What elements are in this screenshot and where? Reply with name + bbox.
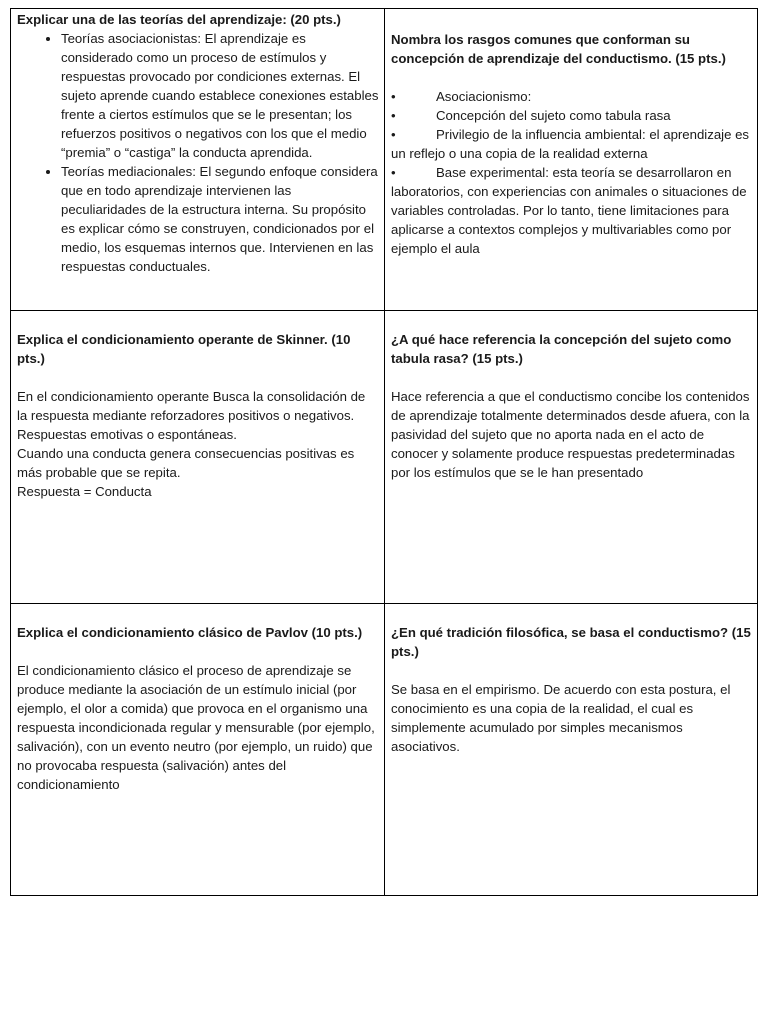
answer-text: Respuesta = Conducta — [17, 484, 152, 499]
question-text: ¿A qué hace referencia la concepción del sujeto como tabula rasa? (15 pts.) — [391, 332, 732, 366]
column-divider — [384, 9, 385, 895]
list-item-text: Concepción del sujeto como tabula rasa — [436, 108, 671, 123]
question-text: Explica el condicionamiento clásico de Pavlov (10 pts.) — [17, 625, 363, 640]
bullet-glyph: • — [391, 127, 396, 142]
list-item-text: Privilegio de la influencia ambiental: el aprendizaje es un reflejo o una copia de la realidad externa — [391, 127, 750, 161]
list-item — [391, 87, 753, 106]
cell-learning-theories — [17, 10, 379, 276]
cell-philosophy — [391, 623, 753, 756]
bullet-glyph: • — [391, 89, 396, 104]
bullet-list — [17, 29, 379, 276]
list-item-text: Asociacionismo: — [436, 89, 532, 104]
cell-behaviorism-traits — [391, 30, 753, 258]
bullet-glyph: • — [391, 165, 396, 180]
answer-text: Cuando una conducta genera consecuencias positivas es más probable que se repita. — [17, 446, 355, 480]
cell-tabula-rasa — [391, 330, 753, 482]
answer-text: Hace referencia a que el conductismo concibe los contenidos de aprendizaje totalmente determinados desde afuera, con la pasividad del sujeto que no aporta nada en el acto de conocer y solamente produce respuestas predeterminadas por los estímulos que se le han presentado — [391, 389, 750, 480]
row-divider — [11, 603, 757, 604]
cell-skinner — [17, 330, 377, 501]
list-item — [391, 125, 753, 163]
question-text: Explicar una de las teorías del aprendizaje: (20 pts.) — [17, 12, 341, 27]
answer-text: Se basa en el empirismo. De acuerdo con esta postura, el conocimiento es una copia de la realidad, el cual es simplemente acumulado por simples mecanismos asociativos. — [391, 682, 731, 754]
list-item: • Teorías mediacionales: El segundo enfoque considera que en todo aprendizaje intervienen las peculiaridades de la estructura interna. Su propósito es explicar cómo se construyen, condicionados por el medio, los esquemas internos que. Intervienen en las respuestas conductuales. — [61, 162, 379, 276]
list-item: • Teorías asociacionistas: El aprendizaje es considerado como un proceso de estímulos y respuestas provocado por condiciones externas. El sujeto aprende cuando establece conexiones estables frente a ciertos estímulos que se le presentan; los refuerzos positivos o negativos con los que el medio “premia” o “castiga” la conducta aprendida. — [61, 29, 379, 162]
question-text: Nombra los rasgos comunes que conforman su concepción de aprendizaje del conductismo. (15 pts.) — [391, 32, 726, 66]
answer-text: El condicionamiento clásico el proceso de aprendizaje se produce mediante la asociación de un estímulo inicial (por ejemplo, el olor a comida) que provoca en el organismo una respuesta incondicionada regular y mensurable (por ejemplo, salivación), con un evento neutro (por ejemplo, un ruido) que no provocaba respuesta (salivación) antes del condicionamiento — [17, 663, 375, 792]
row-divider — [11, 310, 757, 311]
answer-table — [10, 8, 758, 896]
list-item — [391, 163, 753, 258]
question-text: Explica el condicionamiento operante de Skinner. (10 pts.) — [17, 332, 351, 366]
question-text: ¿En qué tradición filosófica, se basa el conductismo? (15 pts.) — [391, 625, 751, 659]
list-item — [391, 106, 753, 125]
list-item-text: Base experimental: esta teoría se desarrollaron en laboratorios, con experiencias con animales o situaciones de variables controladas. Por lo tanto, tiene limitaciones para aplicarse a contextos complejos y multivariables como por ejemplo el aula — [391, 165, 747, 256]
answer-text: En el condicionamiento operante Busca la consolidación de la respuesta mediante reforzadores positivos o negativos. Respuestas emotivas o espontáneas. — [17, 389, 366, 442]
bullet-glyph: • — [391, 108, 396, 123]
cell-pavlov — [17, 623, 379, 794]
